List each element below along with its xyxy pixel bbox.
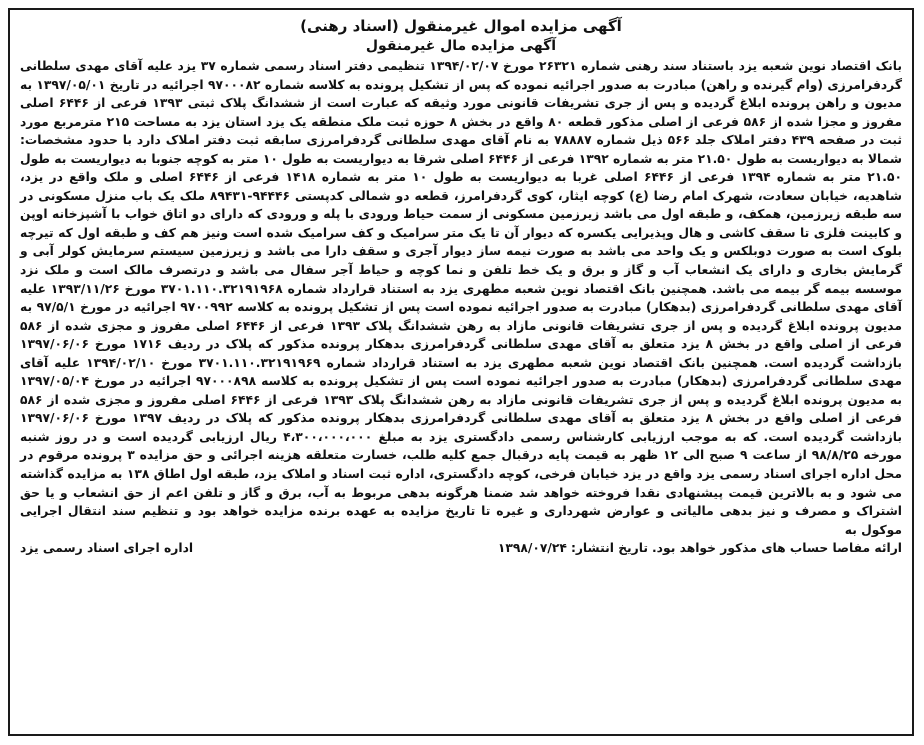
issuing-office: اداره اجرای اسناد رسمی یزد bbox=[20, 541, 194, 556]
footer-closing-group bbox=[498, 539, 902, 557]
publish-date-label: تاریخ انتشار: bbox=[570, 541, 648, 556]
publish-date: ۱۳۹۸/۰۷/۲۴ bbox=[497, 541, 567, 556]
notice-title: آگهی مزایده اموال غیرمنقول (اسناد رهنی) bbox=[300, 17, 622, 35]
notice-footer bbox=[20, 539, 902, 557]
auction-notice bbox=[8, 8, 914, 736]
notice-subtitle: آگهی مزایده مال غیرمنقول bbox=[365, 38, 557, 54]
closing-text: ارائه مفاصا حساب های مذکور خواهد بود. bbox=[652, 541, 902, 556]
notice-body: بانک اقتصاد نوین شعبه یزد باستناد سند رهنی شماره ۲۶۳۲۱ مورخ ۱۳۹۴/۰۲/۰۷ تنظیمی دفتر اسناد رسمی شماره ۳۷ یزد علیه آقای مهدی سلطانی گردفرامرزی (وام گیرنده و راهن) مبادرت به صدور اجرائیه نموده که پس از تشکیل پرونده به کلاسه شماره ۹۷۰۰۰۸۲ اجرائیه در تاریخ ۱۳۹۷/۰۵/۰۱ به مدیون و راهن پرونده ابلاغ گردیده و پس از جری تشریفات قانونی مورد وثیقه که عبارت است از ششدانگ پلاک ثبتی ۱۳۹۳ فرعی از ۶۴۴۶ اصلی مفروز و مجزا شده از ۵۸۶ فرعی از اصلی مذکور قطعه ۸۰ واقع در بخش ۸ حوزه ثبت ملک منطقه یک یزد استان یزد به مساحت ۲۱۵ مترمربع مورد ثبت در صفحه ۴۳۹ دفتر املاک جلد ۵۶۶ ذیل شماره ۷۸۸۸۷ به نام آقای مهدی سلطانی گردفرامرزی سابقه ثبت دفتر املاک دارد با حدود مشخصات: شمالا به دیواریست به طول ۲۱.۵۰ متر به شماره ۱۳۹۲ فرعی از ۶۴۴۶ اصلی شرقا به دیواریست به طول ۱۰ متر به کوچه جنوبا به دیواریست به طول ۲۱.۵۰ متر به شماره ۱۳۹۴ فرعی از ۶۴۴۶ اصلی غربا به دیواریست به طول ۱۰ متر به شماره ۱۴۱۸ فرعی از ۶۴۴۶ اصلی و ملک واقع در یزد، شاهدیه، خیابان سعادت، شهرک امام رضا (ع) کوچه ایثار، کوی گردفرامرز، قطعه دو شمالی کدپستی ۹۴۴۴۶-۸۹۴۳۱ ملک یک باب منزل مسکونی در سه طبقه زیرزمین، همکف، و طبقه اول می باشد زیرزمین مسکونی از سمت حیاط ورودی با پله و ورودی که دارای دو اتاق خواب با آشپزخانه اوپن و کابینت فلزی تا سقف کاشی و هال وپذیرایی یکسره که دیوار آن تا یک متر سرامیک و کف سرامیک شده است ونیز هم کف و طبقه اول که تیرچه بلوک است به صورت دوبلکس و یک واحد می باشد به صورت نیمه ساز دیوار آجری و سقف دارا می باشد و زیرزمین سیستم سرمایش کولر آبی و گرمایش بخاری و دارای یک انشعاب آب و گاز و برق و یک خط تلفن و نما کوچه و حیاط آجر سفال می باشد و درتصرف مالک است و ملک نزد موسسه بیمه گر بیمه می باشد. همچنین بانک اقتصاد نوین شعبه مطهری یزد به استناد قرارداد شماره ۳۷۰۱.۱۱۰.۳۲۱۹۱۹۶۸ مورخ ۱۳۹۳/۱۱/۲۶ علیه آقای مهدی سلطانی گردفرامرزی (بدهکار) مبادرت به صدور اجرائیه نموده است پس از تشکیل پرونده به کلاسه ۹۷۰۰۹۹۲ اجرائیه در مورخ ۹۷/۵/۱ به مدیون پرونده ابلاغ گردیده و پس از جری تشریفات قانونی مازاد به رهن ششدانگ پلاک ۱۳۹۳ فرعی از ۶۴۴۶ اصلی مفروز و مجزی شده از ۵۸۶ فرعی از اصلی واقع در بخش ۸ یزد متعلق به آقای مهدی سلطانی گردفرامرزی بدهکار پرونده مذکور که پلاک در ردیف ۱۷۱۶ مورخ ۱۳۹۷/۰۶/۰۶ بازداشت گردیده است. همچنین بانک اقتصاد نوین شعبه مطهری یزد به استناد قرارداد شماره ۳۷۰۱.۱۱۰.۳۲۱۹۱۹۶۹ مورخ ۱۳۹۴/۰۲/۱۰ علیه آقای مهدی سلطانی گردفرامرزی (بدهکار) مبادرت به صدور اجرائیه نموده است پس از تشکیل پرونده به کلاسه ۹۷۰۰۰۸۹۸ اجرائیه در مورخ ۱۳۹۷/۰۵/۰۴ به مدیون پرونده ابلاغ گردیده و پس از جری تشریفات قانونی مازاد به رهن ششدانگ پلاک ۱۳۹۳ فرعی از ۶۴۴۶ اصلی مفروز و مجزی شده از ۵۸۶ فرعی از اصلی واقع در بخش ۸ یزد متعلق به آقای مهدی سلطانی گردفرامرزی بدهکار پرونده مذکور که پلاک در ردیف ۱۳۹۷ مورخ ۱۳۹۷/۰۶/۰۶ بازداشت گردیده است. که به موجب ارزیابی کارشناس رسمی دادگستری یزد به مبلغ ۴،۳۰۰،۰۰۰،۰۰۰ ریال ارزیابی گردیده است و در روز شنبه مورخه ۹۸/۸/۲۵ از ساعت ۹ صبح الی ۱۲ ظهر به قیمت پایه درقبال جمع کلیه طلب، خسارت متعلقه هزینه اجرائی و حق مزایده ۳ پرونده مرقوم در محل اداره اجرای اسناد رسمی یزد واقع در یزد خیابان فرخی، کوچه دادگستری، اداره ثبت اسناد و املاک یزد، طبقه اول اطاق ۱۳۸ به مزایده گذاشته می شود و به بالاترین قیمت پیشنهادی نقدا فروخته خواهد شد ضمنا هرگونه بدهی مربوط به آب، برق و گاز و تلفن اعم از حق انشعاب و یا حق اشتراک و مصرف و نیز بدهی مالیاتی و عوارض شهرداری و غیره تا تاریخ مزایده به عهده برنده مزایده خواهد بود و تنظیم سند انتقال اجرایی موکول به bbox=[20, 59, 903, 537]
